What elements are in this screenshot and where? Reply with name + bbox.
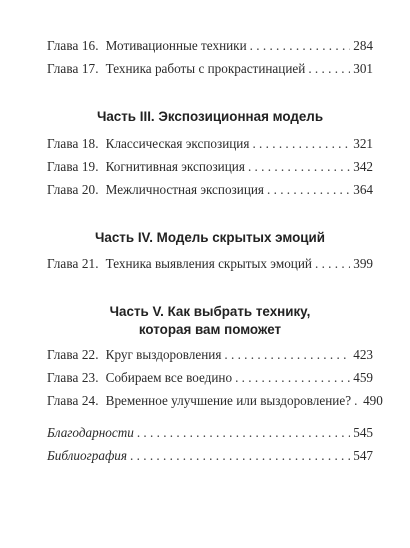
- part-heading: [47, 303, 373, 339]
- page-number: 321: [353, 136, 373, 151]
- chapter-title: Техника работы с прокрастинацией: [105, 61, 306, 76]
- chapter-number: Глава 16.: [47, 38, 99, 53]
- part-heading: Часть IV. Модель скрытых эмоций: [95, 230, 325, 245]
- toc-group-part2-end: [47, 38, 373, 84]
- chapter-title: Межличностная экспозиция: [105, 182, 265, 197]
- page-number: 423: [353, 347, 373, 362]
- toc-entry: [47, 136, 373, 159]
- toc-entry: [47, 370, 373, 393]
- chapter-number: Глава 18.: [47, 136, 99, 151]
- chapter-title: Мотивационные техники: [105, 38, 247, 53]
- dot-leader: [130, 448, 350, 464]
- chapter-title: Техника выявления скрытых эмоций: [105, 256, 312, 271]
- page-number: 364: [353, 182, 373, 197]
- page-number: 459: [353, 370, 373, 385]
- toc-entry: [47, 256, 373, 279]
- chapter-title: Собираем все воедино: [105, 370, 233, 385]
- chapter-title: Когнитивная экспозиция: [105, 159, 245, 174]
- back-matter-title: Благодарности: [47, 425, 134, 440]
- chapter-number: Глава 23.: [47, 370, 99, 385]
- page-number: 342: [353, 159, 373, 174]
- toc-group-part5: [47, 347, 383, 471]
- dot-leader: [308, 61, 350, 77]
- dot-leader: [267, 182, 350, 198]
- page-number: 490: [363, 393, 383, 408]
- toc-group-part4: [47, 256, 373, 279]
- page-number: 399: [353, 256, 373, 271]
- page-number: 301: [353, 61, 373, 76]
- part-heading: Часть III. Экспозиционная модель: [96, 109, 324, 124]
- chapter-number: Глава 20.: [47, 182, 99, 197]
- page-number: 547: [353, 448, 373, 463]
- chapter-number: Глава 19.: [47, 159, 99, 174]
- dot-leader: [250, 38, 351, 54]
- part-heading-line: Часть V. Как выбрать технику,: [109, 304, 311, 319]
- dot-leader: [224, 347, 350, 363]
- toc-entry: [47, 182, 373, 205]
- chapter-title: Круг выздоровления: [105, 347, 222, 362]
- dot-leader: [137, 425, 350, 441]
- chapter-title: Классическая экспозиция: [105, 136, 250, 151]
- chapter-title: Временное улучшение или выздоровление?: [105, 393, 352, 408]
- table-of-contents: [47, 38, 383, 471]
- dot-leader: [354, 393, 360, 409]
- toc-entry-back-matter: [47, 448, 373, 471]
- back-matter-title: Библиография: [47, 448, 128, 463]
- dot-leader: [248, 159, 350, 175]
- part-heading-line: которая вам поможет: [138, 322, 282, 337]
- chapter-number: Глава 22.: [47, 347, 99, 362]
- chapter-number: Глава 24.: [47, 393, 99, 408]
- chapter-number: Глава 21.: [47, 256, 99, 271]
- page-number: 545: [353, 425, 373, 440]
- spacer: [47, 416, 373, 425]
- dot-leader: [235, 370, 350, 386]
- toc-entry: [47, 61, 373, 84]
- toc-entry-back-matter: [47, 425, 373, 448]
- dot-leader: [252, 136, 350, 152]
- toc-entry: [47, 393, 383, 416]
- page-number: 284: [353, 38, 373, 53]
- toc-group-part3: [47, 136, 373, 205]
- toc-entry: [47, 159, 373, 182]
- toc-entry: [47, 38, 373, 61]
- chapter-number: Глава 17.: [47, 61, 99, 76]
- dot-leader: [315, 256, 350, 272]
- toc-entry: [47, 347, 373, 370]
